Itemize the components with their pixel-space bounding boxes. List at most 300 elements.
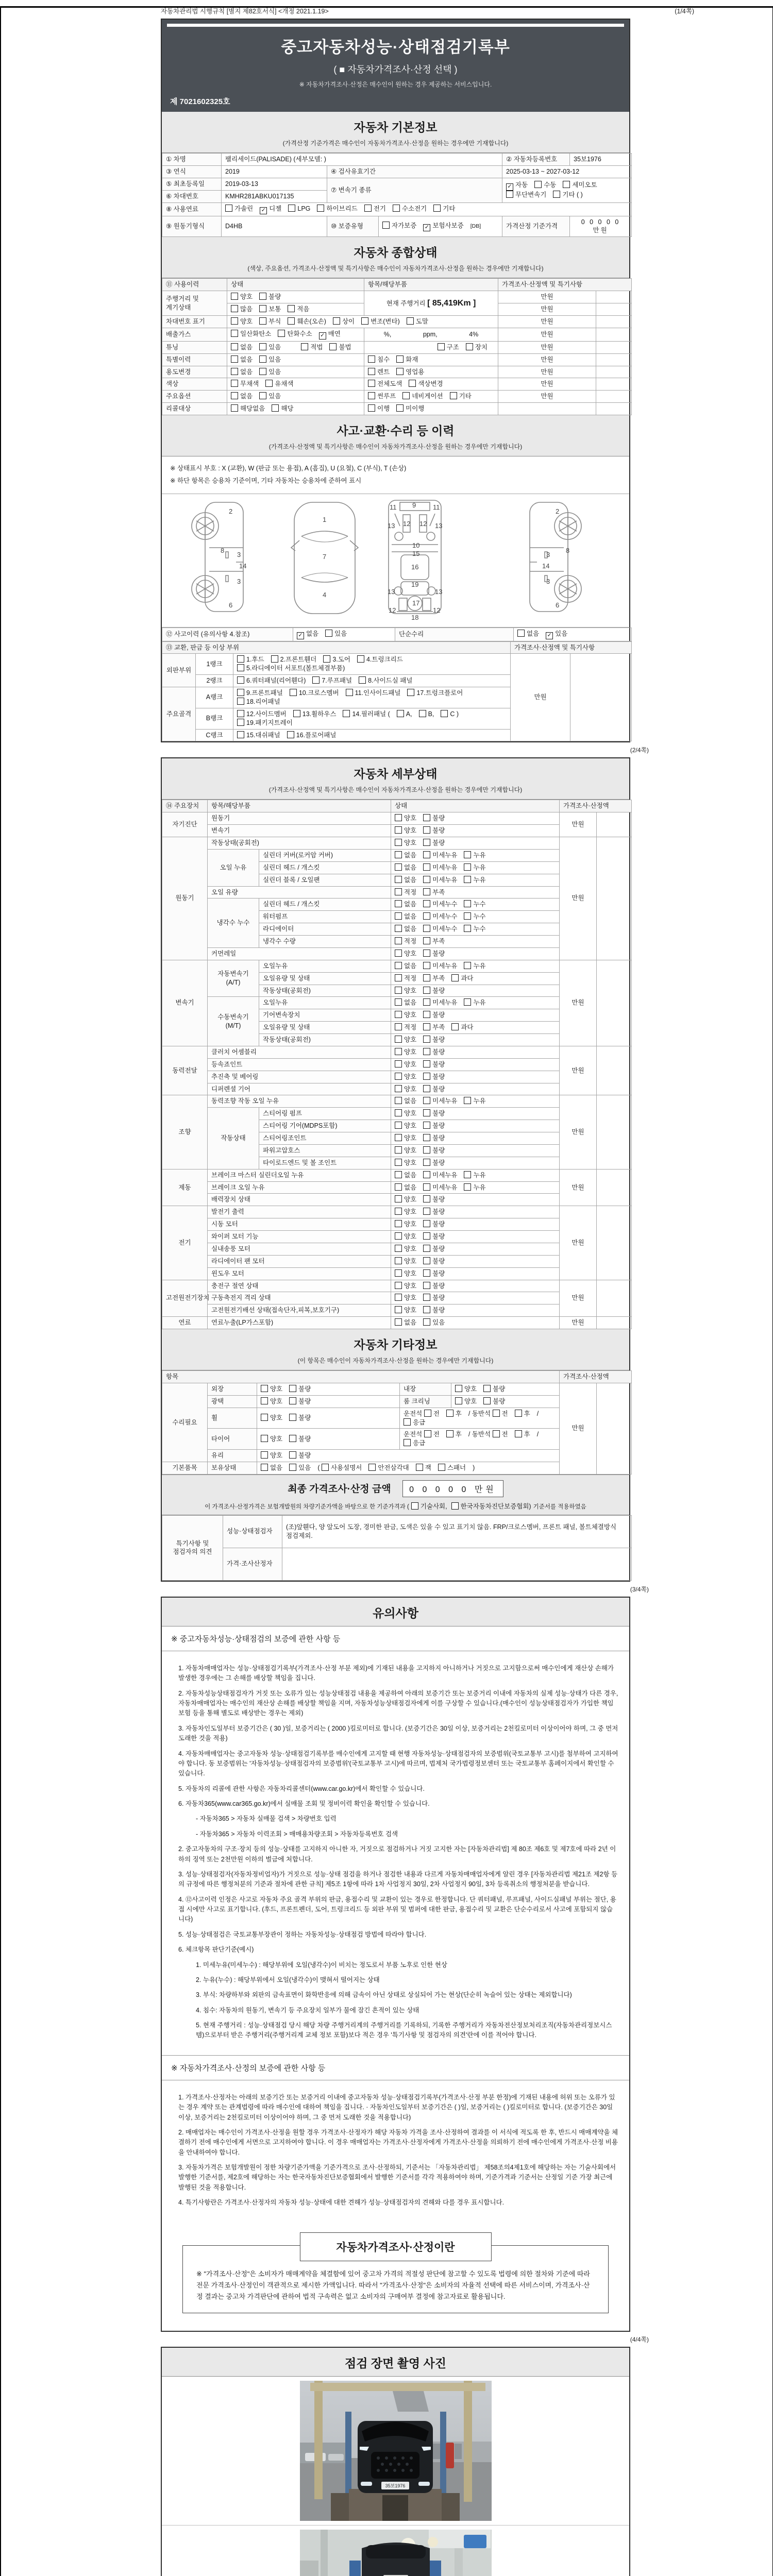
checkbox-option[interactable] xyxy=(464,876,485,885)
checkbox-option[interactable] xyxy=(407,317,428,326)
checkbox-option[interactable] xyxy=(289,1414,311,1422)
checkbox-option[interactable] xyxy=(395,1085,416,1094)
checkbox-icon[interactable] xyxy=(451,1502,459,1510)
checkbox-option[interactable] xyxy=(265,380,293,388)
checkbox-option[interactable] xyxy=(361,317,400,326)
checkbox-option[interactable] xyxy=(423,1011,445,1020)
checkbox-option[interactable] xyxy=(464,851,485,860)
checkbox-option[interactable] xyxy=(423,1159,445,1167)
checkbox-option[interactable] xyxy=(423,1146,445,1155)
checkbox-icon[interactable] xyxy=(231,305,238,312)
checkbox-option[interactable] xyxy=(464,925,485,934)
checkbox-option[interactable] xyxy=(395,863,416,872)
checkbox-option[interactable] xyxy=(395,851,416,860)
checkbox-option[interactable] xyxy=(455,1385,477,1394)
checkbox-icon[interactable] xyxy=(261,1435,268,1442)
checkbox-icon[interactable] xyxy=(451,1023,459,1030)
checkbox-option[interactable] xyxy=(423,1023,445,1032)
checkbox-option[interactable] xyxy=(333,317,355,326)
checkbox-icon[interactable] xyxy=(423,1048,430,1055)
checkbox-icon[interactable] xyxy=(438,343,445,350)
checkbox-icon[interactable] xyxy=(423,1023,430,1030)
checkbox-option[interactable] xyxy=(395,937,416,946)
checkbox-option[interactable] xyxy=(450,392,472,401)
checkbox-icon[interactable] xyxy=(395,1318,402,1326)
checkbox-icon[interactable] xyxy=(289,1464,296,1471)
checkbox-option[interactable] xyxy=(288,205,310,213)
checkbox-icon[interactable] xyxy=(416,1464,423,1471)
checkbox-option[interactable] xyxy=(407,689,463,698)
checkbox-option[interactable] xyxy=(261,1464,282,1472)
checkbox-icon[interactable] xyxy=(368,392,375,399)
checkbox-icon[interactable] xyxy=(402,392,410,399)
checkbox-icon[interactable] xyxy=(395,876,402,883)
checkbox-option[interactable] xyxy=(393,205,427,213)
checkbox-icon[interactable] xyxy=(395,974,402,981)
checkbox-option[interactable] xyxy=(261,1435,282,1444)
checkbox-icon[interactable] xyxy=(237,655,244,663)
checkbox-icon[interactable] xyxy=(423,1159,430,1166)
checkbox-option[interactable] xyxy=(343,710,390,719)
checkbox-icon[interactable] xyxy=(423,1036,430,1043)
checkbox-option[interactable] xyxy=(395,987,416,995)
checkbox-option[interactable] xyxy=(423,900,457,909)
checkbox-icon[interactable] xyxy=(231,330,238,337)
checkbox-option[interactable] xyxy=(423,1097,457,1106)
checkbox-icon[interactable] xyxy=(423,937,430,944)
checkbox-icon[interactable] xyxy=(265,380,273,387)
checkbox-option[interactable] xyxy=(423,876,457,885)
checkbox-option[interactable] xyxy=(395,1097,416,1106)
checkbox-option[interactable] xyxy=(433,205,455,213)
checkbox-option[interactable] xyxy=(464,912,485,921)
checkbox-icon[interactable] xyxy=(423,1282,430,1289)
checkbox-option[interactable] xyxy=(395,900,416,909)
checkbox-option[interactable] xyxy=(423,974,445,983)
checkbox-icon[interactable] xyxy=(455,1397,462,1404)
checkbox-icon[interactable] xyxy=(395,1073,402,1080)
checkbox-option[interactable] xyxy=(395,1294,416,1302)
checkbox-option[interactable] xyxy=(395,1232,416,1241)
checkbox-icon[interactable] xyxy=(395,1109,402,1116)
checkbox-option[interactable] xyxy=(515,1410,530,1418)
checkbox-option[interactable] xyxy=(261,1397,282,1406)
checkbox-option[interactable] xyxy=(411,1501,447,1511)
checkbox-option[interactable] xyxy=(451,1501,531,1511)
checkbox-icon[interactable] xyxy=(395,912,402,920)
checkbox-option[interactable] xyxy=(231,404,265,413)
checkbox-icon[interactable] xyxy=(483,1397,491,1404)
checkbox-option[interactable] xyxy=(231,305,253,314)
checkbox-option[interactable] xyxy=(395,998,416,1007)
checkbox-option[interactable] xyxy=(290,689,339,698)
checkbox-option[interactable] xyxy=(289,1397,311,1406)
checkbox-option[interactable] xyxy=(423,1306,445,1315)
checkbox-icon[interactable] xyxy=(424,1430,431,1437)
checkbox-icon[interactable]: ✓ xyxy=(546,632,553,639)
checkbox-icon[interactable] xyxy=(423,1318,430,1326)
checkbox-icon[interactable] xyxy=(259,343,266,350)
checkbox-icon[interactable] xyxy=(323,655,330,663)
checkbox-option[interactable] xyxy=(423,1282,445,1291)
checkbox-icon[interactable] xyxy=(423,1011,430,1018)
checkbox-option[interactable] xyxy=(423,222,463,231)
checkbox-icon[interactable] xyxy=(395,925,402,932)
checkbox-icon[interactable] xyxy=(395,962,402,969)
checkbox-option[interactable] xyxy=(423,839,445,848)
checkbox-option[interactable] xyxy=(423,925,457,934)
checkbox-option[interactable] xyxy=(317,205,357,213)
checkbox-icon[interactable] xyxy=(395,1085,402,1092)
checkbox-option[interactable] xyxy=(368,404,390,413)
checkbox-icon[interactable] xyxy=(289,1397,296,1404)
checkbox-icon[interactable] xyxy=(289,1414,296,1421)
checkbox-option[interactable] xyxy=(423,1060,445,1069)
checkbox-option[interactable] xyxy=(364,205,386,213)
checkbox-icon[interactable] xyxy=(382,222,390,229)
checkbox-icon[interactable] xyxy=(423,1208,430,1215)
checkbox-icon[interactable] xyxy=(446,1430,453,1437)
checkbox-icon[interactable] xyxy=(368,355,375,363)
checkbox-option[interactable] xyxy=(493,1430,508,1439)
checkbox-icon[interactable] xyxy=(423,1220,430,1227)
checkbox-icon[interactable] xyxy=(271,655,278,663)
checkbox-icon[interactable] xyxy=(395,1220,402,1227)
checkbox-icon[interactable] xyxy=(464,925,471,932)
checkbox-option[interactable] xyxy=(357,655,403,664)
checkbox-icon[interactable] xyxy=(464,851,471,858)
checkbox-option[interactable] xyxy=(464,1097,485,1106)
checkbox-icon[interactable] xyxy=(333,317,340,325)
checkbox-icon[interactable] xyxy=(423,1073,430,1080)
checkbox-icon[interactable] xyxy=(395,863,402,871)
checkbox-option[interactable] xyxy=(368,368,390,377)
checkbox-option[interactable] xyxy=(395,1134,416,1143)
checkbox-option[interactable] xyxy=(395,1269,416,1278)
checkbox-icon[interactable] xyxy=(293,710,300,717)
checkbox-icon[interactable] xyxy=(237,698,244,705)
checkbox-option[interactable] xyxy=(404,1439,425,1448)
checkbox-icon[interactable] xyxy=(231,317,238,325)
checkbox-option[interactable] xyxy=(368,1464,409,1472)
checkbox-option[interactable] xyxy=(493,1410,508,1418)
checkbox-icon[interactable] xyxy=(261,1451,268,1459)
checkbox-icon[interactable] xyxy=(464,1183,471,1191)
checkbox-icon[interactable] xyxy=(395,1036,402,1043)
checkbox-option[interactable] xyxy=(231,293,253,301)
checkbox-icon[interactable] xyxy=(395,1269,402,1277)
checkbox-option[interactable] xyxy=(423,1109,445,1118)
checkbox-icon[interactable] xyxy=(259,293,266,300)
checkbox-option[interactable] xyxy=(416,1464,431,1472)
checkbox-icon[interactable] xyxy=(272,404,279,412)
checkbox-option[interactable] xyxy=(423,1085,445,1094)
checkbox-option[interactable] xyxy=(395,888,416,897)
checkbox-icon[interactable] xyxy=(411,1502,418,1510)
checkbox-icon[interactable] xyxy=(424,1410,431,1417)
checkbox-icon[interactable] xyxy=(423,851,430,858)
checkbox-option[interactable] xyxy=(396,368,424,377)
checkbox-icon[interactable] xyxy=(395,1060,402,1067)
checkbox-option[interactable] xyxy=(395,1318,416,1327)
checkbox-icon[interactable] xyxy=(483,1385,491,1392)
checkbox-icon[interactable] xyxy=(395,998,402,1006)
checkbox-option[interactable] xyxy=(289,1385,311,1394)
checkbox-option[interactable] xyxy=(395,974,416,983)
checkbox-icon[interactable] xyxy=(396,368,404,375)
checkbox-icon[interactable] xyxy=(464,998,471,1006)
checkbox-option[interactable] xyxy=(395,950,416,958)
checkbox-option[interactable] xyxy=(419,710,434,719)
checkbox-option[interactable] xyxy=(287,731,337,740)
checkbox-icon[interactable] xyxy=(395,1146,402,1154)
checkbox-option[interactable] xyxy=(261,1385,282,1394)
checkbox-icon[interactable] xyxy=(289,1435,296,1442)
checkbox-option[interactable] xyxy=(395,1023,416,1032)
checkbox-icon[interactable] xyxy=(423,1183,430,1191)
checkbox-option[interactable] xyxy=(423,1195,445,1204)
checkbox-icon[interactable] xyxy=(237,731,244,738)
checkbox-icon[interactable] xyxy=(423,1146,430,1154)
checkbox-icon[interactable] xyxy=(395,1122,402,1129)
checkbox-icon[interactable] xyxy=(553,191,560,198)
checkbox-option[interactable] xyxy=(395,1060,416,1069)
checkbox-icon[interactable] xyxy=(231,355,238,363)
checkbox-option[interactable] xyxy=(237,664,345,673)
checkbox-option[interactable] xyxy=(272,404,293,413)
checkbox-icon[interactable] xyxy=(301,343,308,350)
checkbox-option[interactable] xyxy=(395,1048,416,1057)
checkbox-icon[interactable] xyxy=(259,368,266,375)
checkbox-icon[interactable] xyxy=(359,676,366,684)
checkbox-icon[interactable] xyxy=(325,630,332,637)
checkbox-icon[interactable] xyxy=(423,863,430,871)
checkbox-option[interactable] xyxy=(395,1208,416,1216)
checkbox-option[interactable] xyxy=(395,1306,416,1315)
checkbox-option[interactable] xyxy=(423,937,445,946)
checkbox-icon[interactable] xyxy=(261,1385,268,1392)
checkbox-icon[interactable] xyxy=(438,1464,445,1471)
checkbox-option[interactable] xyxy=(259,392,281,401)
checkbox-option[interactable] xyxy=(464,998,485,1007)
checkbox-option[interactable] xyxy=(395,1282,416,1291)
checkbox-icon[interactable] xyxy=(395,826,402,834)
checkbox-option[interactable] xyxy=(395,1159,416,1167)
checkbox-option[interactable] xyxy=(319,330,341,340)
checkbox-icon[interactable] xyxy=(423,1245,430,1252)
checkbox-option[interactable] xyxy=(297,630,318,639)
checkbox-option[interactable] xyxy=(261,1414,282,1422)
checkbox-icon[interactable] xyxy=(259,305,266,312)
checkbox-icon[interactable] xyxy=(441,710,448,717)
checkbox-icon[interactable]: ✓ xyxy=(506,183,513,191)
checkbox-icon[interactable] xyxy=(395,1134,402,1141)
checkbox-option[interactable] xyxy=(396,404,424,413)
checkbox-option[interactable] xyxy=(301,343,323,352)
checkbox-option[interactable] xyxy=(395,1122,416,1130)
checkbox-option[interactable] xyxy=(438,1464,466,1472)
checkbox-icon[interactable] xyxy=(395,900,402,907)
checkbox-icon[interactable] xyxy=(231,343,238,350)
checkbox-option[interactable] xyxy=(395,1146,416,1155)
checkbox-option[interactable] xyxy=(395,1257,416,1266)
checkbox-icon[interactable] xyxy=(289,1451,296,1459)
checkbox-icon[interactable] xyxy=(346,689,353,696)
checkbox-option[interactable] xyxy=(395,1036,416,1044)
checkbox-icon[interactable] xyxy=(259,392,266,399)
checkbox-option[interactable] xyxy=(446,1410,462,1418)
checkbox-option[interactable] xyxy=(464,962,485,971)
checkbox-icon[interactable] xyxy=(329,343,337,350)
checkbox-icon[interactable] xyxy=(395,1183,402,1191)
checkbox-icon[interactable] xyxy=(225,205,232,212)
checkbox-icon[interactable] xyxy=(396,355,404,363)
checkbox-icon[interactable] xyxy=(534,181,542,188)
checkbox-option[interactable] xyxy=(423,1183,457,1192)
checkbox-icon[interactable] xyxy=(237,664,244,671)
checkbox-icon[interactable] xyxy=(464,1097,471,1104)
checkbox-icon[interactable] xyxy=(423,1085,430,1092)
checkbox-icon[interactable] xyxy=(396,404,404,412)
checkbox-icon[interactable] xyxy=(237,719,244,726)
checkbox-option[interactable] xyxy=(455,1397,477,1406)
checkbox-option[interactable] xyxy=(395,1220,416,1229)
checkbox-option[interactable] xyxy=(464,900,485,909)
checkbox-option[interactable] xyxy=(423,1269,445,1278)
checkbox-option[interactable] xyxy=(483,1397,505,1406)
checkbox-icon[interactable] xyxy=(450,392,457,399)
checkbox-icon[interactable] xyxy=(404,1418,411,1426)
checkbox-option[interactable] xyxy=(451,1023,473,1032)
checkbox-icon[interactable] xyxy=(517,630,525,637)
checkbox-icon[interactable]: ✓ xyxy=(319,332,326,340)
checkbox-icon[interactable] xyxy=(259,355,266,363)
checkbox-option[interactable] xyxy=(289,1435,311,1444)
checkbox-option[interactable] xyxy=(546,630,567,639)
checkbox-icon[interactable] xyxy=(368,404,375,412)
checkbox-icon[interactable] xyxy=(288,205,295,212)
checkbox-icon[interactable] xyxy=(464,1171,471,1178)
checkbox-option[interactable] xyxy=(395,1011,416,1020)
checkbox-option[interactable] xyxy=(237,731,280,740)
checkbox-icon[interactable] xyxy=(423,1134,430,1141)
checkbox-icon[interactable] xyxy=(237,689,244,696)
checkbox-option[interactable] xyxy=(423,1036,445,1044)
checkbox-option[interactable] xyxy=(395,1109,416,1118)
checkbox-option[interactable] xyxy=(506,191,546,199)
checkbox-icon[interactable]: ✓ xyxy=(423,224,430,231)
checkbox-icon[interactable] xyxy=(368,1464,376,1471)
checkbox-icon[interactable] xyxy=(423,1171,430,1178)
checkbox-icon[interactable] xyxy=(423,1257,430,1264)
checkbox-icon[interactable] xyxy=(364,205,372,212)
checkbox-icon[interactable] xyxy=(506,191,513,198)
checkbox-icon[interactable] xyxy=(409,380,416,387)
checkbox-option[interactable] xyxy=(423,1318,445,1327)
checkbox-option[interactable] xyxy=(423,851,457,860)
checkbox-icon[interactable] xyxy=(317,205,324,212)
checkbox-option[interactable] xyxy=(395,1245,416,1253)
checkbox-icon[interactable] xyxy=(395,1159,402,1166)
checkbox-option[interactable] xyxy=(231,380,259,388)
checkbox-option[interactable] xyxy=(259,293,281,301)
checkbox-option[interactable] xyxy=(517,630,539,638)
checkbox-option[interactable] xyxy=(237,689,283,698)
checkbox-icon[interactable] xyxy=(464,876,471,883)
checkbox-option[interactable] xyxy=(237,698,280,706)
checkbox-option[interactable] xyxy=(322,1464,362,1472)
checkbox-icon[interactable] xyxy=(395,987,402,994)
checkbox-icon[interactable] xyxy=(288,317,295,325)
checkbox-option[interactable] xyxy=(395,912,416,921)
checkbox-option[interactable] xyxy=(424,1410,440,1418)
checkbox-option[interactable] xyxy=(312,676,352,685)
checkbox-option[interactable] xyxy=(404,1418,425,1427)
checkbox-option[interactable] xyxy=(359,676,412,685)
checkbox-option[interactable] xyxy=(483,1385,505,1394)
checkbox-option[interactable] xyxy=(237,710,287,719)
checkbox-icon[interactable] xyxy=(395,1048,402,1055)
checkbox-option[interactable] xyxy=(395,1183,416,1192)
checkbox-option[interactable] xyxy=(515,1430,530,1439)
checkbox-icon[interactable] xyxy=(423,925,430,932)
checkbox-option[interactable] xyxy=(368,355,390,364)
checkbox-icon[interactable] xyxy=(259,317,266,325)
checkbox-option[interactable] xyxy=(451,974,473,983)
checkbox-option[interactable] xyxy=(423,962,457,971)
checkbox-option[interactable] xyxy=(289,1464,311,1472)
checkbox-icon[interactable] xyxy=(395,1011,402,1018)
checkbox-icon[interactable] xyxy=(368,368,375,375)
checkbox-icon[interactable] xyxy=(423,1306,430,1313)
checkbox-icon[interactable] xyxy=(423,1122,430,1129)
checkbox-option[interactable] xyxy=(395,876,416,885)
checkbox-icon[interactable] xyxy=(466,343,473,350)
checkbox-option[interactable] xyxy=(534,181,556,190)
checkbox-icon[interactable] xyxy=(446,1410,453,1417)
checkbox-option[interactable] xyxy=(423,863,457,872)
checkbox-option[interactable] xyxy=(423,950,445,958)
checkbox-option[interactable] xyxy=(259,343,281,352)
checkbox-icon[interactable] xyxy=(407,689,414,696)
checkbox-option[interactable] xyxy=(259,355,281,364)
checkbox-icon[interactable] xyxy=(423,1060,430,1067)
checkbox-icon[interactable] xyxy=(395,814,402,821)
checkbox-icon[interactable] xyxy=(231,380,238,387)
checkbox-icon[interactable] xyxy=(289,1385,296,1392)
checkbox-icon[interactable] xyxy=(395,1195,402,1202)
checkbox-option[interactable] xyxy=(260,205,281,214)
checkbox-option[interactable] xyxy=(288,317,326,326)
checkbox-option[interactable] xyxy=(397,710,412,719)
checkbox-icon[interactable] xyxy=(464,912,471,920)
checkbox-icon[interactable] xyxy=(464,863,471,871)
checkbox-option[interactable] xyxy=(553,191,582,199)
checkbox-icon[interactable] xyxy=(423,962,430,969)
checkbox-icon[interactable] xyxy=(464,900,471,907)
checkbox-option[interactable] xyxy=(402,392,443,401)
checkbox-option[interactable] xyxy=(231,355,253,364)
checkbox-icon[interactable] xyxy=(261,1464,268,1471)
checkbox-option[interactable] xyxy=(225,205,253,213)
checkbox-option[interactable] xyxy=(446,1430,462,1439)
checkbox-option[interactable] xyxy=(423,1122,445,1130)
checkbox-icon[interactable] xyxy=(231,368,238,375)
checkbox-icon[interactable] xyxy=(287,731,294,738)
checkbox-icon[interactable]: ✓ xyxy=(260,207,267,214)
checkbox-option[interactable] xyxy=(288,305,309,314)
checkbox-option[interactable] xyxy=(423,888,445,897)
